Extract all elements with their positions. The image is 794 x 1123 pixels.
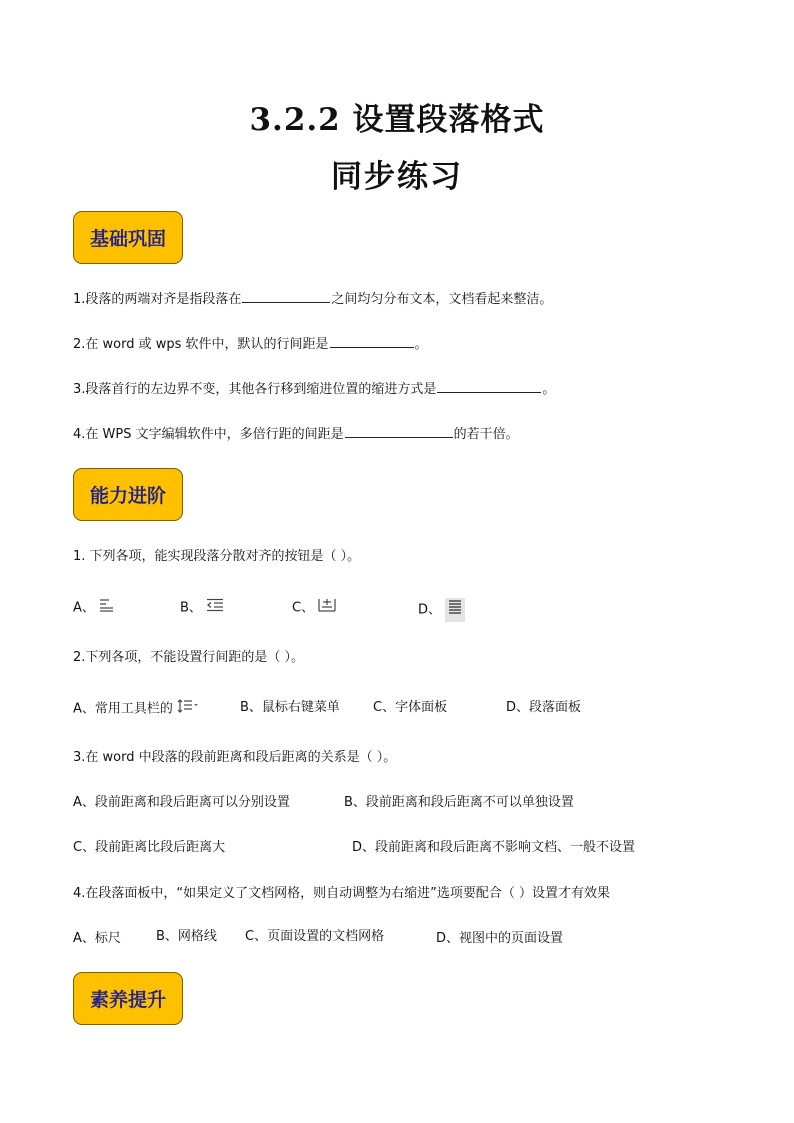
question-text: 。 xyxy=(542,382,556,397)
q4-option-a: A、标尺 xyxy=(73,931,121,946)
q3-option-c: C、段前距离比段后距离大 xyxy=(73,840,226,855)
basic-question-4 xyxy=(73,425,519,444)
q1-option-b xyxy=(180,598,224,618)
option-label: A、 xyxy=(73,600,95,616)
section-badge-literacy: 素养提升 xyxy=(73,972,183,1025)
align-left-icon xyxy=(99,598,115,618)
question-text: 4.在 WPS 文字编辑软件中，多倍行距的间距是 xyxy=(73,427,344,442)
distributed-align-icon xyxy=(445,598,465,622)
q2-option-b: B、鼠标右键菜单 xyxy=(240,700,340,715)
q4-option-b: B、网格线 xyxy=(156,929,217,944)
q1-option-d xyxy=(418,598,465,622)
page-subtitle: 同步练习 xyxy=(331,159,463,195)
page-title: 3.2.2 设置段落格式 xyxy=(249,102,545,138)
decrease-indent-icon xyxy=(206,598,224,618)
q3-option-a: A、段前距离和段后距离可以分别设置 xyxy=(73,795,290,810)
line-spacing-dropdown-icon xyxy=(177,699,199,719)
q2-option-d: D、段落面板 xyxy=(506,700,582,715)
q2-option-c: C、字体面板 xyxy=(373,700,448,715)
ability-question-3-stem: 3.在 word 中段落的段前距离和段后距离的关系是（ ）。 xyxy=(73,750,397,765)
q2-option-a xyxy=(73,699,199,719)
option-label: B、 xyxy=(180,600,202,616)
question-text: 之间均匀分布文本，文档看起来整洁。 xyxy=(331,292,553,307)
question-text: 3.段落首行的左边界不变，其他各行移到缩进位置的缩进方式是 xyxy=(73,382,437,397)
option-label: C、 xyxy=(292,600,315,616)
answer-blank xyxy=(330,335,414,348)
answer-blank xyxy=(437,380,541,393)
q3-option-b: B、段前距离和段后距离不可以单独设置 xyxy=(344,795,574,810)
question-text: 2.在 word 或 wps 软件中，默认的行间距是 xyxy=(73,337,329,352)
q4-option-c: C、页面设置的文档网格 xyxy=(245,929,385,944)
basic-question-2 xyxy=(73,335,428,354)
basic-question-3 xyxy=(73,380,555,399)
basic-question-1 xyxy=(73,290,552,309)
line-spacing-icon xyxy=(318,598,336,618)
ability-question-2-stem: 2.下列各项，不能设置行间距的是（ ）。 xyxy=(73,650,305,665)
answer-blank xyxy=(345,425,453,438)
option-label: A、常用工具栏的 xyxy=(73,701,173,717)
q4-option-d: D、视图中的页面设置 xyxy=(436,931,564,946)
ability-question-4-stem: 4.在段落面板中，“如果定义了文档网格，则自动调整为右缩进”选项要配合（ ）设置才有效果 xyxy=(73,886,611,901)
q3-option-d: D、段前距离和段后距离不影响文档、一般不设置 xyxy=(352,840,636,855)
option-label: D、 xyxy=(418,602,442,618)
q1-option-c xyxy=(292,598,336,618)
q1-option-a xyxy=(73,598,115,618)
ability-question-1-stem: 1. 下列各项，能实现段落分散对齐的按钮是（ ）。 xyxy=(73,549,361,564)
section-badge-ability: 能力进阶 xyxy=(73,468,183,521)
question-text: 的若干倍。 xyxy=(453,427,519,442)
question-text: 1.段落的两端对齐是指段落在 xyxy=(73,292,242,307)
question-text: 。 xyxy=(414,337,428,352)
answer-blank xyxy=(242,290,330,303)
section-badge-basic: 基础巩固 xyxy=(73,211,183,264)
